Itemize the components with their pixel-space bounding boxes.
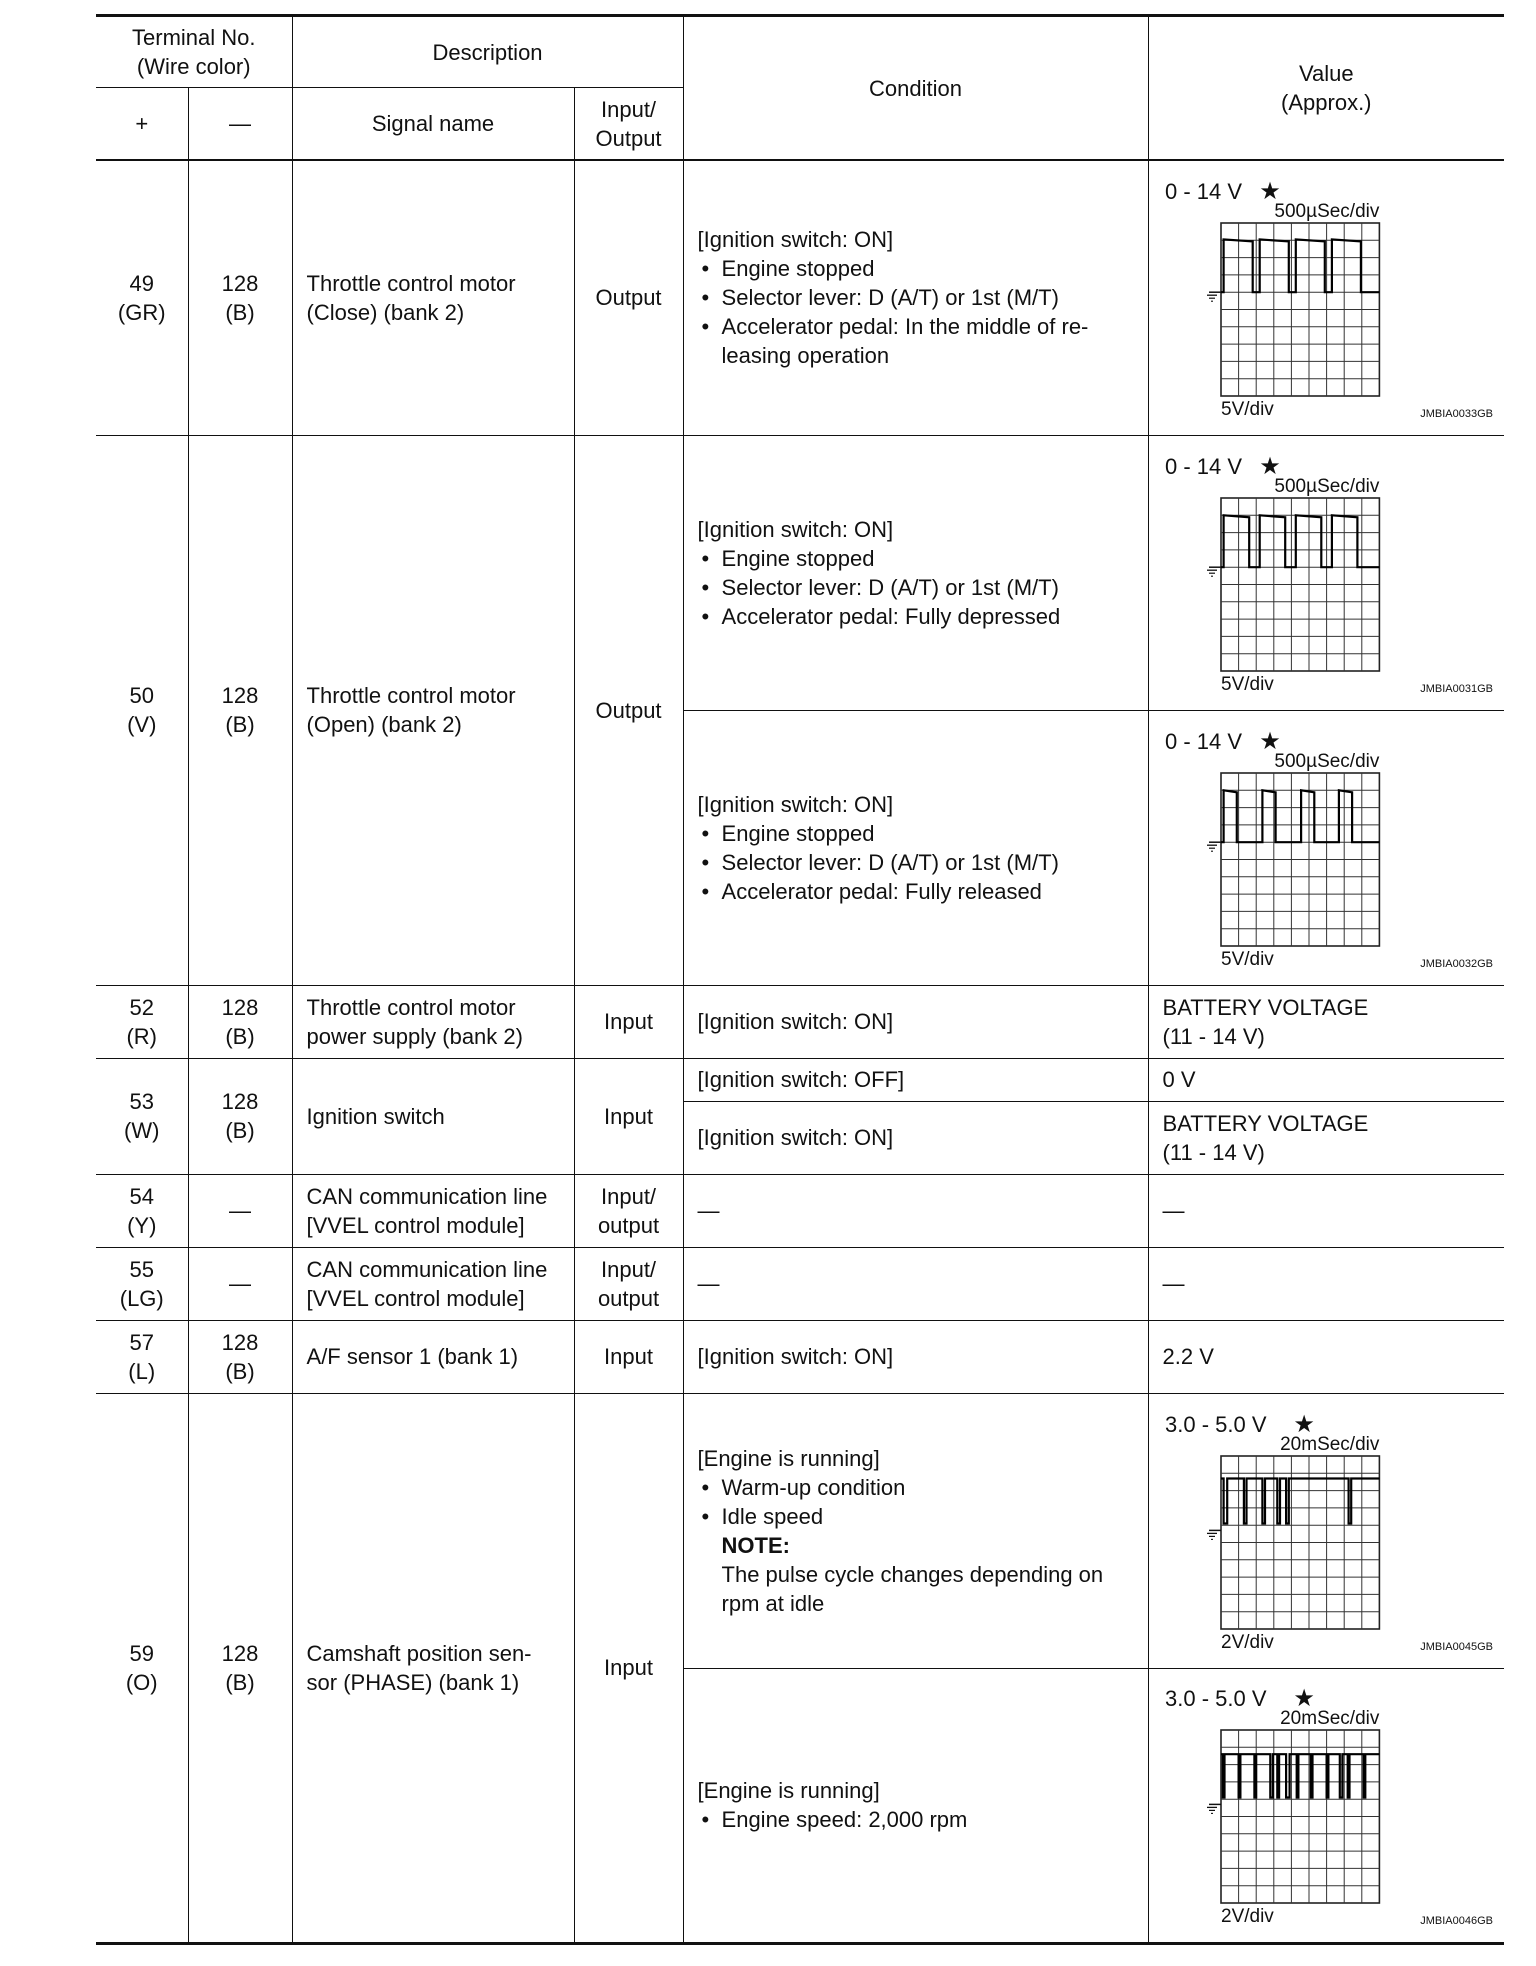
text-line: Terminal No. (132, 25, 256, 50)
table-row (96, 1320, 1504, 1393)
text-line: (V) (127, 712, 157, 737)
text-line: 128 (221, 683, 259, 708)
text-line: 49 (129, 270, 154, 296)
voltage-division-label: 5V/div (1220, 398, 1274, 420)
text-line: 53 (129, 1089, 154, 1114)
value: 2.2 V (1148, 1320, 1504, 1393)
terminal-plus (96, 985, 188, 1058)
terminal-minus (188, 1393, 292, 1943)
text-line: Input/ (601, 1183, 657, 1209)
condition: [Ignition switch: OFF] (683, 1058, 1148, 1101)
header-plus: + (96, 88, 188, 161)
text-line: (11 - 14 V) (1162, 1023, 1265, 1049)
text-line: rpm at idle (721, 1590, 825, 1616)
input-output: Input (574, 1058, 683, 1174)
text-line: Throttle control motor (306, 683, 516, 708)
text-line: Accelerator pedal: In the middle of re- (721, 314, 1089, 340)
text-line: power supply (bank 2) (306, 1023, 523, 1049)
text-line: Engine stopped (721, 820, 875, 846)
text-line: (B) (225, 1669, 255, 1695)
star-icon: ★ (1258, 451, 1281, 480)
text-line: Warm-up condition (721, 1474, 906, 1500)
figure-id: JMBIA0032GB (1419, 957, 1493, 970)
input-output: Input (574, 1320, 683, 1393)
value-range: 0 - 14 V (1164, 453, 1242, 479)
text-line: (B) (225, 1358, 255, 1384)
signal-trace (1221, 790, 1379, 842)
condition: — (683, 1174, 1148, 1247)
text-line: Selector lever: D (A/T) or 1st (M/T) (721, 285, 1059, 311)
text-line: (11 - 14 V) (1162, 1139, 1265, 1165)
terminal-minus: — (188, 1247, 292, 1320)
text-line: Camshaft position sen- (306, 1640, 532, 1666)
condition-heading: [Ignition switch: ON] (697, 791, 894, 817)
condition-heading: [Engine is running] (697, 1445, 880, 1471)
text-line: Throttle control motor (306, 270, 516, 296)
value-range: 3.0 - 5.0 V (1164, 1411, 1267, 1437)
text-line: BATTERY VOLTAGE (1162, 994, 1369, 1020)
voltage-division-label: 5V/div (1220, 673, 1274, 695)
condition-heading: [Engine is running] (697, 1778, 880, 1803)
text-line: Accelerator pedal: Fully depressed (721, 603, 1061, 629)
text-line: Value (1298, 61, 1354, 86)
text-line: 128 (221, 1089, 259, 1114)
terminal-minus (188, 435, 292, 985)
signal-name: Ignition switch (292, 1058, 574, 1174)
terminal-minus (188, 1058, 292, 1174)
figure-id: JMBIA0031GB (1419, 682, 1493, 695)
value (1148, 985, 1504, 1058)
text-line: (Open) (bank 2) (306, 712, 462, 737)
condition (683, 1668, 1148, 1943)
text-line: (GR) (117, 299, 166, 325)
note-text (698, 1560, 1138, 1618)
ground-icon (1207, 842, 1221, 851)
signal-trace (1221, 1478, 1379, 1523)
condition (683, 1393, 1148, 1668)
input-output (574, 1174, 683, 1247)
text-line: Throttle control motor (306, 994, 516, 1020)
oscilloscope-figure (1163, 444, 1495, 702)
value-range: 0 - 14 V (1164, 728, 1242, 754)
signal-name (292, 160, 574, 435)
text-line: (B) (225, 1118, 255, 1143)
text-line: output (597, 1212, 660, 1238)
terminal-minus: — (188, 1174, 292, 1247)
value-range: 0 - 14 V (1164, 178, 1242, 204)
condition-item (698, 254, 1138, 283)
text-line: CAN communication line (306, 1183, 548, 1209)
text-line: Output (595, 125, 662, 151)
text-line: Accelerator pedal: Fully released (721, 878, 1042, 904)
signal-name (292, 435, 574, 985)
condition-list (698, 819, 1138, 906)
value-waveform (1148, 435, 1504, 710)
value-waveform (1148, 1393, 1504, 1668)
text-line: (L) (128, 1358, 156, 1384)
terminal-plus (96, 1320, 188, 1393)
text-line: 128 (221, 1329, 259, 1355)
text-line: [VVEL control module] (306, 1212, 525, 1238)
value-waveform (1148, 1668, 1504, 1943)
text-line: BATTERY VOLTAGE (1162, 1110, 1369, 1136)
ground-icon (1207, 1530, 1221, 1539)
table-row (96, 1247, 1504, 1320)
condition: [Ignition switch: ON] (683, 1320, 1148, 1393)
text-line: (B) (225, 299, 255, 325)
condition: [Ignition switch: ON] (683, 985, 1148, 1058)
time-division-label: 500µSec/div (1273, 475, 1379, 497)
terminal-plus (96, 1174, 188, 1247)
star-icon: ★ (1258, 176, 1281, 205)
terminal-table (96, 14, 1504, 1945)
text-line: (W) (124, 1118, 160, 1143)
text-line: sor (PHASE) (bank 1) (306, 1669, 520, 1695)
value-waveform (1148, 160, 1504, 435)
text-line: 128 (221, 1640, 259, 1666)
figure-id: JMBIA0045GB (1419, 1640, 1493, 1653)
value-range: 3.0 - 5.0 V (1164, 1686, 1267, 1711)
voltage-division-label: 2V/div (1220, 1906, 1274, 1927)
terminal-minus (188, 160, 292, 435)
table-row (96, 160, 1504, 435)
oscilloscope-figure (1163, 169, 1495, 427)
text-line: leasing operation (721, 343, 890, 369)
text-line: 50 (129, 683, 154, 708)
input-output: Output (574, 160, 683, 435)
text-line: output (597, 1285, 660, 1311)
table-row (96, 1058, 1504, 1101)
text-line: Input/ (601, 96, 657, 122)
input-output: Output (574, 435, 683, 985)
ground-icon (1207, 292, 1221, 301)
signal-trace (1221, 1754, 1379, 1797)
text-line: 128 (221, 994, 259, 1020)
text-line: (Approx.) (1281, 90, 1372, 115)
table-row (96, 1393, 1504, 1668)
text-line: (B) (225, 1023, 255, 1049)
condition-item (698, 1502, 1138, 1531)
text-line: 59 (129, 1640, 154, 1666)
header-minus: — (188, 88, 292, 161)
terminal-plus (96, 1247, 188, 1320)
input-output (574, 1247, 683, 1320)
condition: — (683, 1247, 1148, 1320)
condition-item (698, 602, 1138, 631)
terminal-plus (96, 435, 188, 985)
terminal-plus (96, 1393, 188, 1943)
ground-icon (1207, 567, 1221, 576)
condition-heading: [Ignition switch: ON] (697, 516, 894, 542)
text-line: Selector lever: D (A/T) or 1st (M/T) (721, 849, 1059, 875)
table-row (96, 435, 1504, 710)
text-line: Engine stopped (721, 256, 875, 282)
star-icon: ★ (1292, 1409, 1315, 1438)
signal-trace (1221, 239, 1379, 292)
condition-item (698, 573, 1138, 602)
text-line: (Close) (bank 2) (306, 299, 465, 325)
time-division-label: 20mSec/div (1279, 1433, 1379, 1455)
text-line: (B) (225, 712, 255, 737)
condition-item (698, 283, 1138, 312)
value (1148, 1101, 1504, 1174)
text-line: 54 (129, 1183, 154, 1209)
condition-heading: [Ignition switch: ON] (697, 227, 894, 253)
figure-id: JMBIA0033GB (1419, 407, 1493, 420)
table-row (96, 1174, 1504, 1247)
text-line: (O) (125, 1669, 158, 1695)
terminal-minus (188, 985, 292, 1058)
text-line: [VVEL control module] (306, 1285, 525, 1311)
header-value (1148, 16, 1504, 161)
value-waveform (1148, 710, 1504, 985)
signal-trace (1221, 515, 1379, 567)
note-heading: NOTE: (721, 1532, 790, 1558)
condition-item (698, 877, 1138, 906)
input-output: Input (574, 985, 683, 1058)
signal-name (292, 1393, 574, 1943)
text-line: Selector lever: D (A/T) or 1st (M/T) (721, 574, 1059, 600)
value: — (1148, 1247, 1504, 1320)
table-row (96, 985, 1504, 1058)
condition-item (698, 312, 1138, 370)
header-description: Description (292, 16, 683, 88)
condition-list (698, 544, 1138, 631)
header-signal-name: Signal name (292, 88, 574, 161)
value: 0 V (1148, 1058, 1504, 1101)
text-line: (Wire color) (136, 54, 251, 79)
condition-list (698, 254, 1138, 370)
terminal-minus (188, 1320, 292, 1393)
condition (683, 710, 1148, 985)
header-terminal (96, 16, 292, 88)
figure-id: JMBIA0046GB (1419, 1915, 1493, 1927)
condition (683, 435, 1148, 710)
oscilloscope-figure (1163, 1402, 1495, 1660)
text-line: Engine stopped (721, 545, 875, 571)
text-line: CAN communication line (306, 1256, 548, 1282)
text-line: 57 (129, 1329, 154, 1355)
text-line: The pulse cycle changes depending on (721, 1561, 1104, 1587)
time-division-label: 500µSec/div (1273, 750, 1379, 772)
value: — (1148, 1174, 1504, 1247)
signal-name (292, 1247, 574, 1320)
text-line: 55 (129, 1256, 154, 1282)
input-output: Input (574, 1393, 683, 1943)
text-line: (LG) (119, 1285, 164, 1311)
terminal-plus (96, 160, 188, 435)
text-line: Input/ (601, 1256, 657, 1282)
terminal-table-sheet (96, 14, 1504, 1945)
star-icon: ★ (1258, 726, 1281, 755)
condition-item (698, 544, 1138, 573)
oscilloscope-figure (1163, 719, 1495, 977)
signal-name: A/F sensor 1 (bank 1) (292, 1320, 574, 1393)
star-icon: ★ (1292, 1684, 1315, 1712)
text-line: Idle speed (721, 1503, 824, 1529)
ground-icon (1207, 1804, 1221, 1813)
header-input-output (574, 88, 683, 161)
condition (683, 160, 1148, 435)
condition-item (698, 1805, 1138, 1834)
header-condition: Condition (683, 16, 1148, 161)
condition-list (698, 1805, 1138, 1834)
text-line: (Y) (127, 1212, 157, 1238)
signal-name (292, 1174, 574, 1247)
text-line: (R) (126, 1023, 158, 1049)
condition-item (698, 848, 1138, 877)
condition-item (698, 819, 1138, 848)
condition-item (698, 1473, 1138, 1502)
voltage-division-label: 2V/div (1220, 1631, 1274, 1653)
condition: [Ignition switch: ON] (683, 1101, 1148, 1174)
oscilloscope-figure (1163, 1676, 1495, 1934)
text-line: Engine speed: 2,000 rpm (721, 1807, 968, 1832)
terminal-plus (96, 1058, 188, 1174)
text-line: 52 (129, 994, 154, 1020)
condition-list (698, 1473, 1138, 1531)
signal-name (292, 985, 574, 1058)
time-division-label: 500µSec/div (1273, 200, 1379, 222)
text-line: 128 (221, 270, 259, 296)
time-division-label: 20mSec/div (1279, 1708, 1379, 1729)
voltage-division-label: 5V/div (1220, 948, 1274, 970)
